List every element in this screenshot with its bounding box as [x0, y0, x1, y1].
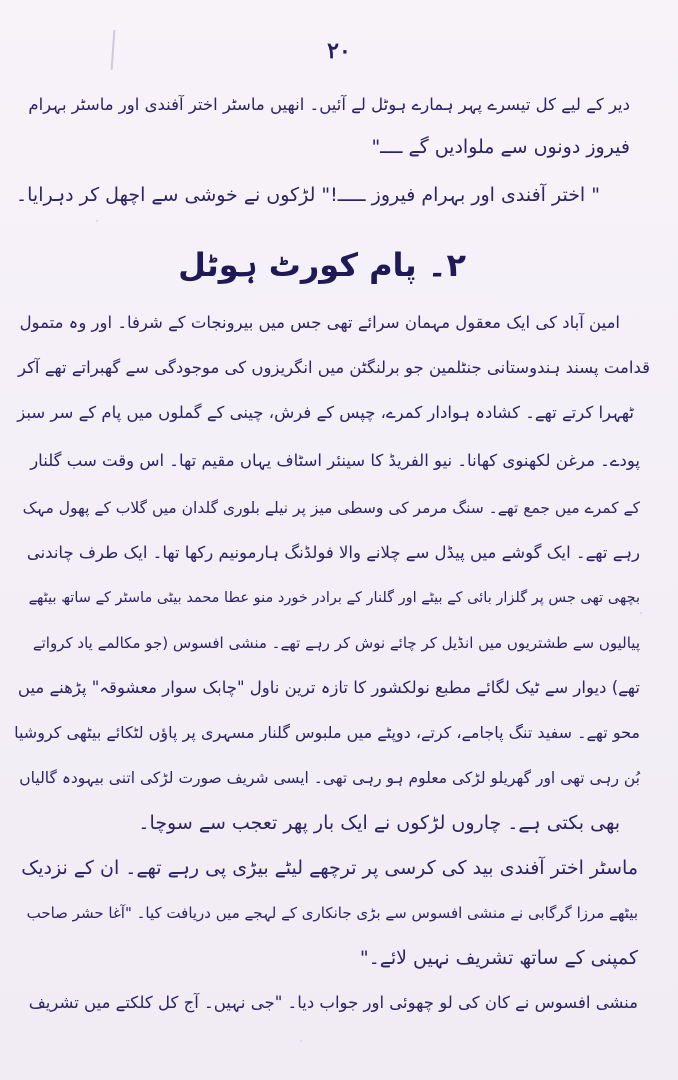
- text-line-6: ٹھہرا کرتے تھے۔ کشادہ ہوادار کمرے، چپس کے فرش، چینی کے گملوں میں پام کے سر سبز: [17, 403, 634, 422]
- text-line-3: " اختر آفندی اور بہرام فیروز ـــــ!" لڑکوں نے خوشی سے اچھل کر دہرایا۔: [16, 184, 600, 206]
- paper-speck: [640, 612, 642, 614]
- text-line-19: منشی افسوس نے کان کی لو چھوئی اور جواب دیا۔ "جی نہیں۔ آج کل کلکتے میں تشریف: [28, 993, 638, 1012]
- text-line-4: امین آباد کی ایک معقول مہمان سرائے تھی جس میں بیرونجات کے شرفا۔ اور وہ متمول: [19, 313, 620, 332]
- text-line-10: بچھی تھی جس پر گلزار بائی کے بیٹے اور گلنار کے برادر خورد منو عطا محمد بیٹی ماسٹر کے ساتھ بیٹھے: [28, 590, 640, 606]
- text-line-7: پودے۔ مرغن لکھنوی کھانا۔ نیو الفریڈ کا سینئر اسٹاف یہاں مقیم تھا۔ اس وقت سب گلنار: [30, 451, 640, 470]
- paper-speck: [96, 220, 98, 222]
- text-line-13: محو تھے۔ سفید تنگ پاجامے، کرتے، دوپٹے میں ملبوس گلنار مسہری پر پاؤں لٹکائے بیٹھی کروشیا: [14, 723, 640, 742]
- text-line-9: رہے تھے۔ ایک گوشے میں پیڈل سے چلانے والا فولڈنگ ہارمونیم رکھا تھا۔ ایک طرف چاندنی: [26, 543, 640, 562]
- text-line-15: بھی بکتی ہے۔ چاروں لڑکوں نے ایک بار پھر تعجب سے سوچا۔: [138, 812, 620, 834]
- chapter-heading: ۲۔ پام کورٹ ہوٹل: [178, 246, 466, 284]
- text-line-14: بُن رہی تھی اور گھریلو لڑکی معلوم ہو رہی تھی۔ ایسی شریف صورت لڑکی اتنی بیہودہ گالیاں: [19, 769, 640, 787]
- text-line-17: بیٹھے مرزا گرگابی نے منشی افسوس سے بڑی جانکاری کے لہجے میں دریافت کیا۔ "آغا حشر صاحب: [26, 904, 638, 922]
- text-line-1: دیر کے لیے کل تیسرے پہر ہمارے ہوٹل لے آئیں۔ انھیں ماسٹر اختر آفندی اور ماسٹر بہرام: [28, 95, 630, 114]
- page-number: ۲۰: [327, 38, 351, 64]
- text-line-16: ماسٹر اختر آفندی بید کی کرسی پر ترچھے لیٹے بیڑی پی رہے تھے۔ ان کے نزدیک: [21, 857, 638, 879]
- text-line-12: تھے) دیوار سے ٹیک لگائے مطبع نولکشور کا تازہ ترین ناول "چابک سوار معشوقہ" پڑھنے میں: [17, 678, 640, 697]
- text-line-18: کمپنی کے ساتھ تشریف نہیں لائے۔": [359, 947, 638, 969]
- text-line-5: قدامت پسند ہندوستانی جنٹلمین جو برلنگٹن میں انگریزوں کی موجودگی سے گھبراتے تھے آکر: [17, 358, 650, 377]
- paper-speck: [300, 1040, 302, 1042]
- text-line-11: پیالیوں سے طشتریوں میں انڈیل کر چائے نوش کر رہے تھے۔ منشی افسوس (جو مکالمے یاد کرواتے: [32, 634, 640, 652]
- text-line-8: کے کمرے میں جمع تھے۔ سنگ مرمر کی وسطی میز پر نیلے بلوری گلدان میں گلاب کے پھول مہک: [22, 499, 640, 517]
- text-line-2: فیروز دونوں سے ملوادیں گے ــــ": [371, 136, 630, 158]
